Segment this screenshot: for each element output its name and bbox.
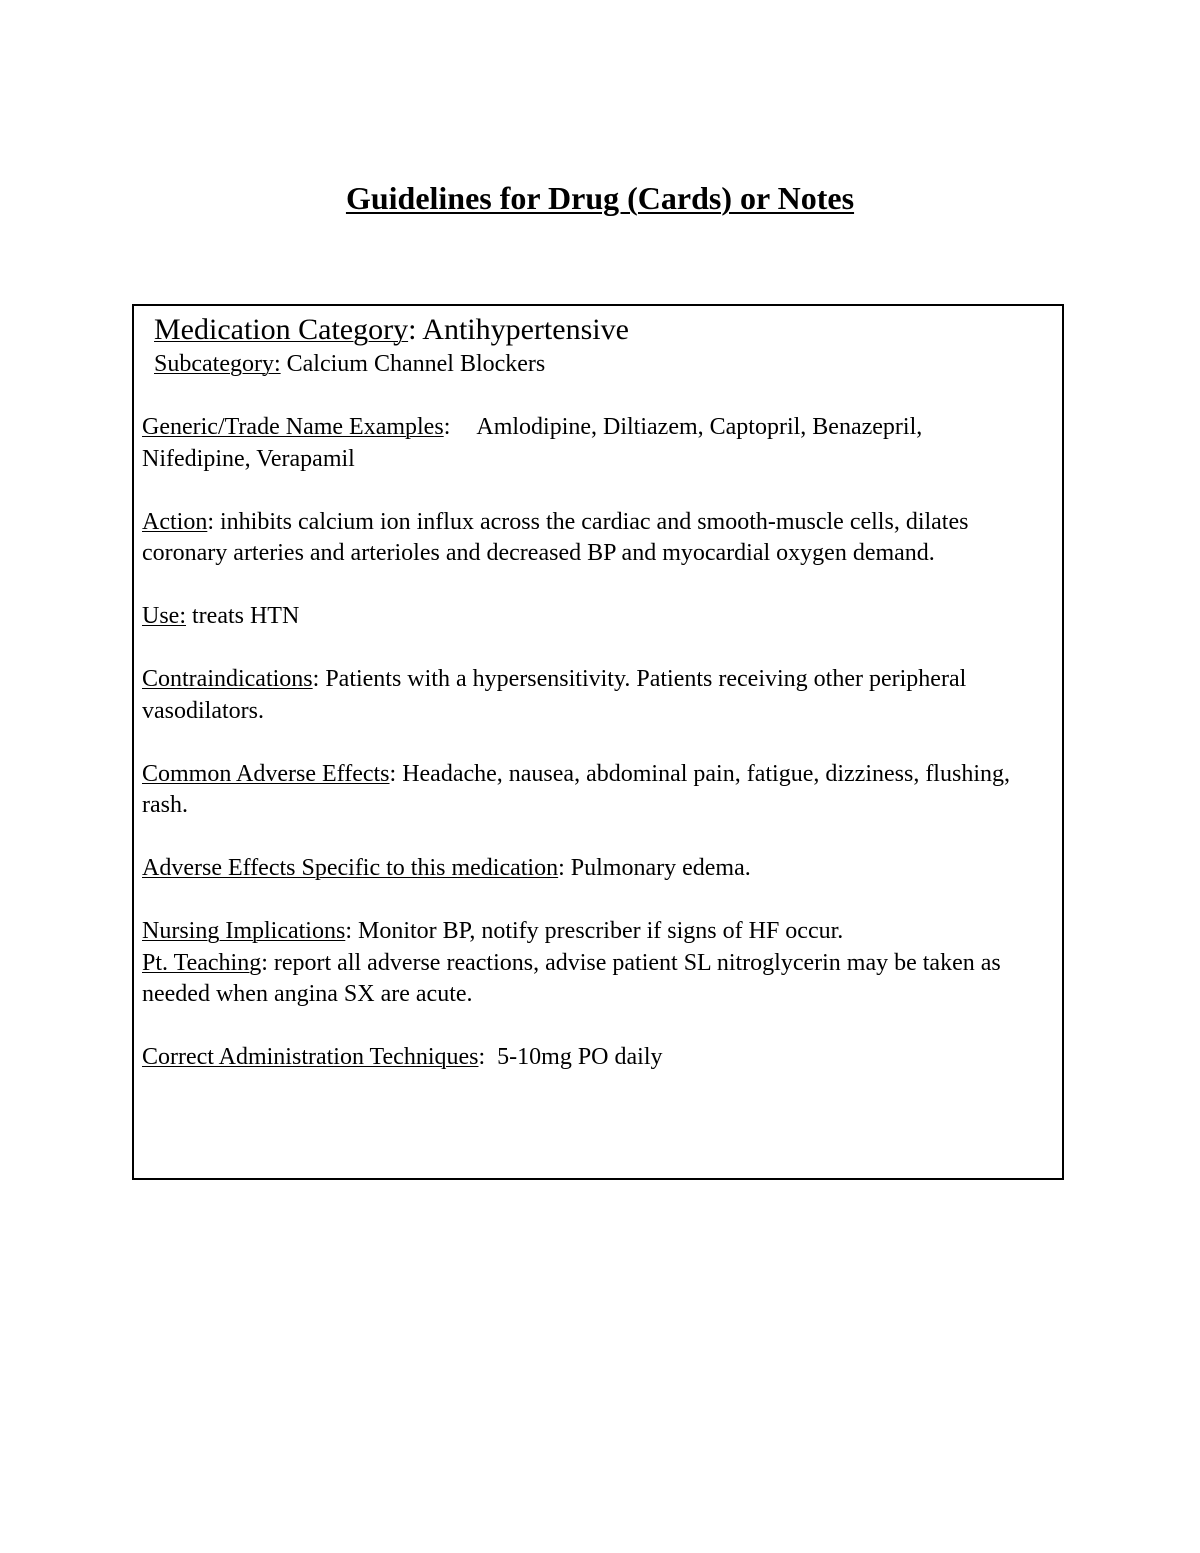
nursing-implications: Nursing Implications: Monitor BP, notify prescriber if signs of HF occur. [142, 918, 844, 944]
contraindications: Contraindications: Patients with a hypersensitivity. Patients receiving other peripheral vasodilators. [142, 666, 967, 724]
nursing-implications-value: Monitor BP, notify prescriber if signs of HF occur. [357, 918, 844, 944]
subcategory-label: Subcategory: [154, 351, 281, 377]
common-adverse-effects: Common Adverse Effects: Headache, nausea, abdominal pain, fatigue, dizziness, flushing, rash. [142, 760, 1010, 818]
subcategory-value: Calcium Channel Blockers [286, 351, 546, 377]
administration-techniques-label: Correct Administration Techniques [142, 1044, 479, 1070]
use [142, 601, 1032, 633]
contraindications-value: Patients with a hypersensitivity. Patients receiving other peripheral vasodilators. [142, 666, 967, 724]
specific-adverse-effects-value: Pulmonary edema. [570, 855, 751, 881]
subcategory [142, 350, 1032, 378]
common-adverse-effects-label: Common Adverse Effects [142, 760, 390, 787]
action-label: Action [142, 508, 208, 535]
common-adverse-effects-value: Headache, nausea, abdominal pain, fatigue, dizziness, flushing, rash. [142, 760, 1010, 818]
patient-teaching-value: report all adverse reactions, advise patient SL nitroglycerin may be taken as needed when angina SX are acute. [142, 949, 1001, 1007]
specific-adverse-effects-label: Adverse Effects Specific to this medication [142, 855, 559, 881]
use-value: treats HTN [192, 603, 300, 629]
drug-card [132, 304, 1064, 1180]
use-label: Use: [142, 603, 186, 629]
action-value: inhibits calcium ion influx across the cardiac and smooth-muscle cells, dilates coronary arteries and arterioles and decreased BP and myocardial oxygen demand. [142, 508, 969, 566]
nursing-implications-label: Nursing Implications [142, 918, 346, 944]
medication-category-value: Antihypertensive [422, 313, 629, 346]
patient-teaching: Pt. Teaching: report all adverse reactions, advise patient SL nitroglycerin may be taken as needed when angina SX are acute. [142, 949, 1001, 1007]
administration-techniques: Correct Administration Techniques: 5-10mg PO daily [142, 1044, 663, 1070]
contraindications-label: Contraindications [142, 666, 313, 692]
generic-trade-names-label: Generic/Trade Name Examples [142, 414, 444, 440]
administration-techniques-value: 5-10mg PO daily [497, 1044, 663, 1070]
generic-trade-names: Generic/Trade Name Examples: Amlodipine, Diltiazem, Captopril, Benazepril, Nifedipine, Verapamil [142, 414, 923, 472]
patient-teaching-label: Pt. Teaching [142, 949, 262, 976]
generic-trade-names-value: Amlodipine, Diltiazem, Captopril, Benazepril, Nifedipine, Verapamil [142, 414, 923, 472]
specific-adverse-effects: Adverse Effects Specific to this medication: Pulmonary edema. [142, 855, 751, 881]
action: Action: inhibits calcium ion influx across the cardiac and smooth-muscle cells, dilates coronary arteries and arterioles and decreased BP and myocardial oxygen demand. [142, 508, 969, 566]
medication-category: Medication Category: Antihypertensive [154, 313, 629, 346]
page-title: Guidelines for Drug (Cards) or Notes [345, 180, 855, 216]
medication-category-label: Medication Category [154, 313, 409, 346]
